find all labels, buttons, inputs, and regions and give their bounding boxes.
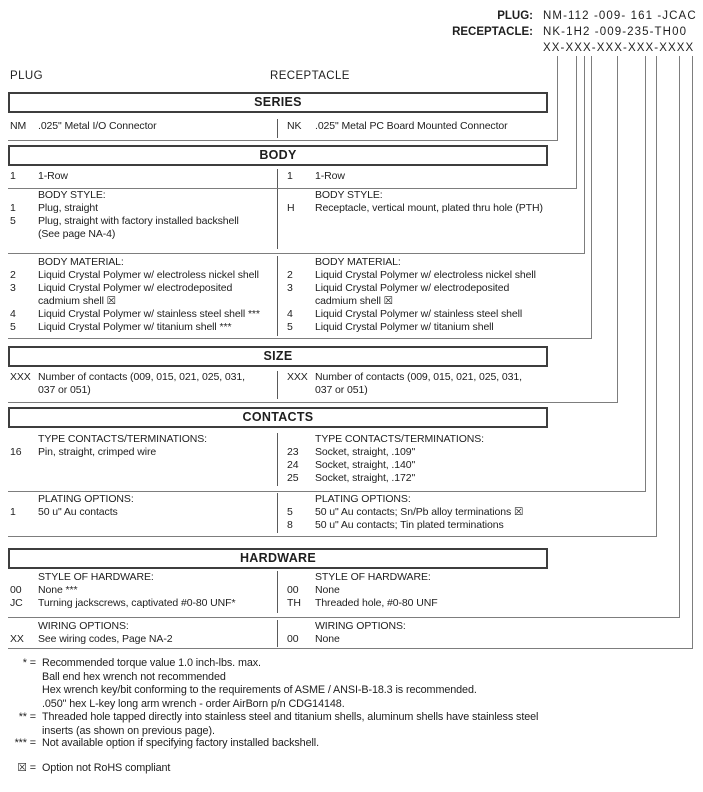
receptacle-part-number-label: RECEPTACLE: [452, 26, 533, 38]
plating-receptacle-column [277, 493, 548, 533]
option-code: 25 [287, 472, 299, 484]
body-row-receptacle-option [287, 169, 548, 183]
size-separator-line [8, 402, 617, 403]
body-material-receptacle-column [277, 256, 548, 336]
option-code: JC [10, 597, 23, 609]
option-code: 3 [287, 282, 293, 294]
footnote-line: Option not RoHS compliant [42, 762, 171, 774]
option-code: 16 [10, 446, 22, 458]
option-code: 4 [10, 308, 16, 320]
option-text: .025" Metal PC Board Mounted Connector [315, 120, 508, 132]
option-text: Pin, straight, crimped wire [38, 446, 157, 458]
option-code: 1 [10, 202, 16, 214]
option-code: 24 [287, 459, 299, 471]
series-receptacle-option [287, 119, 548, 133]
footnote-line: Recommended torque value 1.0 inch-lbs. max. [42, 657, 261, 669]
hardware-style-receptacle-column [277, 571, 548, 613]
option-code: 5 [10, 321, 16, 333]
option-code [287, 295, 315, 308]
option-code: 00 [287, 584, 299, 596]
option-text: See wiring codes, Page NA-2 [38, 633, 173, 645]
footnote-line: .050" hex L-key long arm wrench - order AirBorn p/n CDG14148. [42, 697, 345, 710]
plating-separator-line [8, 536, 656, 537]
option-text: cadmium shell ☒ [38, 295, 116, 307]
hardware-style-options [8, 571, 548, 613]
series-connector-line [557, 56, 558, 141]
option-text: Liquid Crystal Polymer w/ stainless steel shell *** [38, 308, 260, 320]
wiring-separator-line [8, 648, 692, 649]
wiring-plug-column [8, 620, 277, 647]
body-material-receptacle-option [287, 269, 548, 282]
hardware-style-plug-option [10, 584, 277, 597]
plating-receptacle-option [287, 506, 548, 519]
option-code: 8 [287, 519, 293, 531]
plug-column-header: PLUG [10, 70, 43, 82]
body-style-heading: BODY STYLE: [38, 189, 106, 201]
body-material-separator-line [8, 338, 591, 339]
hardware-section-header: HARDWARE [8, 548, 548, 569]
option-code: H [287, 202, 295, 214]
footnote-double-asterisk [0, 711, 687, 738]
body-style-receptacle-column [277, 189, 548, 249]
plating-receptacle-option [287, 519, 548, 532]
body-row-plug-column [8, 169, 277, 188]
contacts-section-header: CONTACTS [8, 407, 548, 428]
option-text: Socket, straight, .140" [315, 459, 416, 471]
series-plug-option [10, 119, 277, 133]
hardware-style-separator-line [8, 617, 679, 618]
option-text: .025" Metal I/O Connector [38, 120, 157, 132]
body-material-plug-option [10, 321, 277, 334]
option-text: 50 u" Au contacts; Tin plated terminations [315, 519, 504, 531]
footnote-line: inserts (as shown on previous page). [42, 724, 215, 737]
wiring-receptacle-column [277, 620, 548, 647]
option-text: 037 or 051) [315, 384, 368, 396]
footnote-body [42, 762, 687, 776]
option-code: 1 [287, 170, 293, 182]
body-style-plug-column [8, 189, 277, 249]
plating-heading: PLATING OPTIONS: [315, 493, 411, 505]
option-text: None [315, 633, 340, 645]
body-material-plug-option-continued [10, 295, 277, 308]
series-section-header: SERIES [8, 92, 548, 113]
contacts-type-receptacle-option [287, 459, 548, 472]
body-material-plug-option [10, 308, 277, 321]
size-receptacle-option-continued [287, 384, 548, 397]
plating-heading: PLATING OPTIONS: [38, 493, 134, 505]
footnote-line: Ball end hex wrench not recommended [42, 670, 226, 683]
option-text: Socket, straight, .109" [315, 446, 416, 458]
size-plug-option [10, 371, 277, 384]
option-code: TH [287, 597, 301, 609]
option-code: 2 [10, 269, 16, 281]
option-text: Receptacle, vertical mount, plated thru hole (PTH) [315, 202, 543, 214]
wiring-plug-option [10, 633, 277, 646]
option-text: Turning jackscrews, captivated #0-80 UNF* [38, 597, 236, 609]
receptacle-part-number-value: NK-1H2 -009-235-TH00 [543, 26, 688, 38]
footnote-triple-asterisk [0, 737, 687, 751]
series-receptacle-column [277, 119, 548, 138]
option-code: 5 [287, 506, 293, 518]
body-row-options [8, 169, 548, 188]
footnote-line: Not available option if specifying factory installed backshell. [42, 737, 319, 749]
option-code: 4 [287, 308, 293, 320]
hardware-style-heading: STYLE OF HARDWARE: [315, 571, 431, 583]
series-options [8, 119, 548, 138]
size-connector-line [617, 56, 618, 403]
option-text: None *** [38, 584, 78, 596]
body-row-receptacle-column [277, 169, 548, 188]
body-row-plug-option [10, 169, 277, 183]
ballot-box-x-icon: ☒ = [17, 762, 36, 774]
option-text: Threaded hole, #0-80 UNF [315, 597, 438, 609]
body-material-receptacle-option [287, 308, 548, 321]
contacts-type-plug-column [8, 433, 277, 486]
option-text: Liquid Crystal Polymer w/ electrodeposited [315, 282, 510, 294]
option-code: 23 [287, 446, 299, 458]
option-text: Socket, straight, .172" [315, 472, 416, 484]
contacts-type-separator-line [8, 491, 645, 492]
option-text: Liquid Crystal Polymer w/ electrodeposited [38, 282, 233, 294]
option-code [287, 384, 315, 397]
size-section-header: SIZE [8, 346, 548, 367]
option-code: XXX [10, 371, 31, 383]
footnote-rohs [0, 762, 687, 776]
option-text: 037 or 051) [38, 384, 91, 396]
body-material-heading: BODY MATERIAL: [38, 256, 124, 268]
part-number-template-value: XX-XXX-XXX-XXX-XXXX [543, 42, 695, 54]
receptacle-column-header: RECEPTACLE [270, 70, 350, 82]
footnote-single-asterisk [0, 657, 687, 711]
option-text: Liquid Crystal Polymer w/ stainless steel shell [315, 308, 523, 320]
footnote-body [42, 657, 687, 711]
body-material-plug-option [10, 269, 277, 282]
option-text: 1-Row [38, 170, 68, 182]
option-code: 5 [287, 321, 293, 333]
contacts-type-receptacle-option [287, 472, 548, 485]
body-material-options [8, 256, 548, 336]
option-text: Liquid Crystal Polymer w/ titanium shell *** [38, 321, 232, 333]
option-code [10, 295, 38, 308]
contacts-type-connector-line [645, 56, 646, 492]
option-code: 00 [10, 584, 22, 596]
option-code: 1 [10, 170, 16, 182]
body-section-header: BODY [8, 145, 548, 166]
hardware-style-heading: STYLE OF HARDWARE: [38, 571, 154, 583]
option-text: Number of contacts (009, 015, 021, 025, 031, [315, 371, 522, 383]
footnote-line: Hex wrench key/bit conforming to the requirements of ASME / ANSI-B-18.3 is recommended. [42, 684, 477, 696]
option-text: 50 u" Au contacts; Sn/Pb alloy terminations ☒ [315, 506, 524, 518]
body-row-connector-line [576, 56, 577, 189]
option-text: Plug, straight [38, 202, 98, 214]
body-material-receptacle-option [287, 282, 548, 295]
option-code: 1 [10, 506, 16, 518]
option-text: Number of contacts (009, 015, 021, 025, 031, [38, 371, 245, 383]
option-text: None [315, 584, 340, 596]
option-text: Liquid Crystal Polymer w/ titanium shell [315, 321, 494, 333]
wiring-heading: WIRING OPTIONS: [38, 620, 129, 632]
plating-plug-option [10, 506, 277, 519]
part-number-template-label [398, 40, 533, 56]
body-style-plug-option [10, 215, 277, 228]
option-code: NM [10, 120, 27, 132]
body-material-heading: BODY MATERIAL: [315, 256, 401, 268]
option-text: cadmium shell ☒ [315, 295, 393, 307]
series-plug-column [8, 119, 277, 138]
size-receptacle-option [287, 371, 548, 384]
contacts-type-heading: TYPE CONTACTS/TERMINATIONS: [38, 433, 208, 445]
part-number-template-row [398, 40, 698, 56]
option-code: XXX [287, 371, 308, 383]
option-text: 50 u" Au contacts [38, 506, 118, 518]
footnote-body [42, 711, 687, 738]
option-text: (See page NA-4) [38, 228, 116, 240]
hardware-style-receptacle-option [287, 584, 548, 597]
part-number-examples [398, 8, 698, 56]
contacts-type-receptacle-column [277, 433, 548, 486]
option-code [10, 384, 38, 397]
contacts-type-plug-option [10, 446, 277, 459]
option-text: Liquid Crystal Polymer w/ electroless nickel shell [315, 269, 536, 281]
body-material-connector-line [591, 56, 592, 339]
plating-connector-line [656, 56, 657, 537]
body-material-plug-option [10, 282, 277, 295]
option-code: NK [287, 120, 302, 132]
wiring-connector-line [692, 56, 693, 649]
body-material-receptacle-option [287, 321, 548, 334]
body-style-receptacle-option [287, 202, 548, 215]
footnote-marker: *** = [14, 737, 36, 749]
option-text: 1-Row [315, 170, 345, 182]
option-code: 3 [10, 282, 16, 294]
size-plug-option-continued [10, 384, 277, 397]
option-text: Plug, straight with factory installed backshell [38, 215, 239, 227]
body-style-heading: BODY STYLE: [315, 189, 383, 201]
size-receptacle-column [277, 371, 548, 399]
footnote-marker: ** = [18, 711, 36, 723]
contacts-type-receptacle-option [287, 446, 548, 459]
plating-options [8, 493, 548, 533]
hardware-style-plug-option [10, 597, 277, 610]
footnote-body [42, 737, 687, 751]
hardware-style-plug-column [8, 571, 277, 613]
plug-part-number-value: NM-112 -009- 161 -JCAC [543, 10, 697, 22]
size-plug-column [8, 371, 277, 399]
option-code [10, 228, 38, 241]
plug-part-number-row [398, 8, 698, 24]
body-style-connector-line [584, 56, 585, 254]
wiring-receptacle-option [287, 633, 548, 646]
hardware-style-connector-line [679, 56, 680, 618]
option-code: 5 [10, 215, 16, 227]
contacts-type-options [8, 433, 548, 486]
body-style-options [8, 189, 548, 249]
body-style-plug-option [10, 202, 277, 215]
option-code: XX [10, 633, 24, 645]
contacts-type-heading: TYPE CONTACTS/TERMINATIONS: [315, 433, 485, 445]
size-options [8, 371, 548, 399]
receptacle-part-number-row [398, 24, 698, 40]
option-text: Liquid Crystal Polymer w/ electroless nickel shell [38, 269, 259, 281]
plug-part-number-label: PLUG: [497, 10, 533, 22]
body-style-separator-line [8, 253, 584, 254]
body-style-plug-option-continued [10, 228, 277, 241]
wiring-options [8, 620, 548, 647]
body-material-plug-column [8, 256, 277, 336]
option-code: 2 [287, 269, 293, 281]
series-separator-line [8, 140, 557, 141]
hardware-style-receptacle-option [287, 597, 548, 610]
footnote-marker: * = [22, 657, 36, 669]
body-material-receptacle-option-continued [287, 295, 548, 308]
plating-plug-column [8, 493, 277, 533]
footnote-line: Threaded hole tapped directly into stainless steel and titanium shells, aluminum shells have stainless steel [42, 711, 539, 723]
option-code: 00 [287, 633, 299, 645]
wiring-heading: WIRING OPTIONS: [315, 620, 406, 632]
